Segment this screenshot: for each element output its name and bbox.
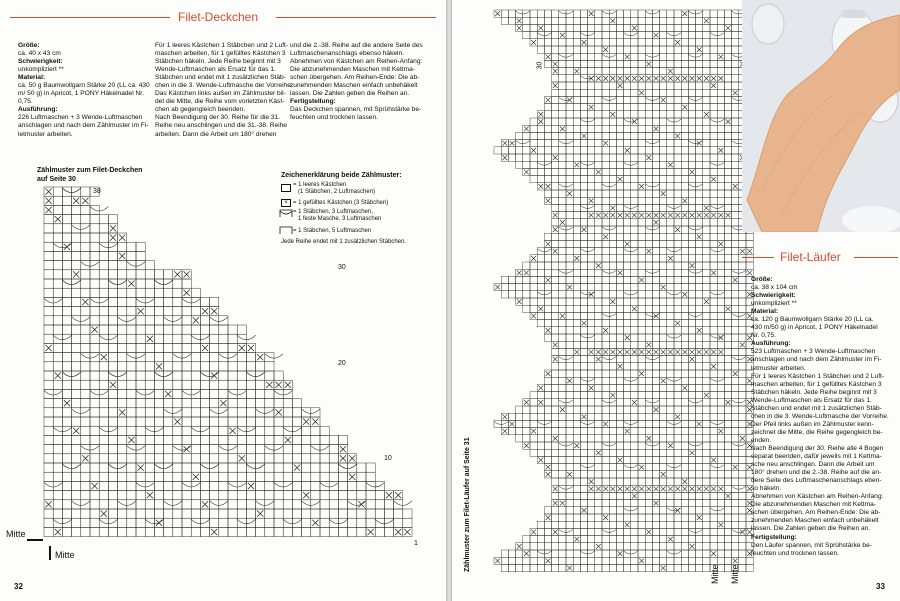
row-label-1: 1 — [414, 540, 418, 547]
text-line: 0,75. — [18, 98, 33, 106]
text-line: Stäbchen und endet mit 1 zusätzlichen Stäb- — [751, 404, 882, 412]
text-line: Abnehmen von Kästchen am Reihen-Anfang: — [290, 58, 423, 66]
instructions-column-1 — [18, 42, 150, 139]
legend-item-arch: = 1 Stäbchen, 3 Luftmaschen, 1 feste Masche, 3 Luftmaschen — [293, 209, 382, 222]
legend-item-bar: = 1 Stäbchen, 5 Luftmaschen — [293, 228, 372, 234]
text-line: zunehmenden Maschen einfach unbehäkelt — [290, 82, 418, 90]
text-line: Nach Beendigung der 30. Reihe alle 4 Bogen — [751, 444, 884, 452]
text-line: Größe: — [751, 276, 773, 283]
text-line: Nach Beendigung der 30. Reihe für die 31. — [155, 114, 281, 122]
text-line: Stäbchen häkeln. Jede Reihe beginnt mit 3 — [155, 58, 281, 66]
title-rule-left — [742, 257, 774, 258]
text-line: arbeiten. Dann die Arbeit um 180° drehen — [155, 130, 277, 138]
text-line: so häkeln. — [751, 485, 782, 493]
page-number: 32 — [14, 582, 23, 591]
text-line: chen in die 3. Wende-Luftmasche der Vorreihe. — [155, 82, 293, 90]
text-line: enden. — [751, 436, 772, 444]
text-line: Für 1 leeres Kästchen 1 Stäbchen und 2 Luft- — [155, 42, 289, 49]
text-line: lassen. Die Zahlen geben die Reihen an. — [751, 525, 871, 533]
text-line: chen ab gegengleich beenden. — [155, 106, 246, 114]
text-line: maschen arbeiten, für 1 gefülltes Kästchen 3 — [751, 380, 882, 388]
text-line: Stäbchen häkeln. Jede Reihe beginnt mit 3 — [751, 388, 877, 396]
text-line: 180° drehen und die 2.-38. Reihe auf die an- — [751, 469, 882, 477]
text-line: letmuster arbeiten. — [751, 364, 806, 372]
text-line: Material: — [751, 308, 779, 316]
chart-caption: Zählmuster zum Filet-Deckchen auf Seite 30 — [37, 167, 143, 183]
text-line: Material: — [18, 74, 46, 82]
crochet-chart-runner — [492, 8, 754, 578]
title-rule-right — [854, 257, 898, 258]
page-number: 33 — [876, 582, 885, 591]
text-line: 226 Luftmaschen + 3 Wende-Luftmaschen — [18, 114, 143, 122]
text-line: Wende-Luftmaschen als Ersatz für das 1. — [751, 396, 872, 404]
text-line: Ausführung: — [751, 340, 791, 348]
row-label-top: 30 — [536, 61, 544, 70]
row-label-20: 20 — [338, 360, 346, 367]
text-line: Reihe neu anschlingen und die 31.-38. Reihe — [155, 122, 287, 130]
text-line: Der Pfeil links außen im Zählmuster kenn- — [751, 420, 874, 428]
text-line: det die Mitte, die Reihe vom vorletzten Käst- — [155, 98, 285, 106]
text-line: anschlagen und nach dem Zählmuster im Fi- — [18, 122, 149, 130]
center-arrow-left — [27, 539, 43, 541]
text-line: ca. 40 x 43 cm — [18, 50, 61, 58]
text-line: Abnehmen von Kästchen am Reihen-Anfang: — [751, 493, 884, 501]
text-line: chen in die 3. Wende-Luftmasche der Vorreihe. — [751, 412, 889, 420]
center-label-left: Mitte — [6, 529, 26, 539]
text-line: ca. 38 x 104 cm — [751, 284, 798, 292]
text-line: ca. 120 g Baumwollgarn Stärke 20 (LL ca. — [751, 316, 874, 324]
legend-note: Jede Reihe endet mit 1 zusätzlichen Stäbchen. — [281, 239, 407, 245]
text-line: zunehmenden Maschen einfach unbehäkelt — [751, 517, 879, 525]
legend-item-filled: = 1 gefülltes Kästchen (3 Stäbchen) — [293, 200, 389, 206]
text-line: feuchten und trocknen lassen. — [751, 549, 839, 557]
text-line: Das Deckchen spannen, mit Sprühstärke be- — [290, 106, 422, 114]
instructions-column — [751, 276, 889, 558]
text-line: sche neu anschlingen. Dann die Arbeit um — [751, 461, 875, 469]
text-line: zeichnet die Mitte, die Reihe gegengleich be- — [751, 428, 883, 436]
empty-box-symbol — [281, 184, 291, 192]
filled-box-symbol: × — [281, 199, 291, 207]
text-line: anschlagen und nach dem Zählmuster im Fi- — [751, 356, 882, 364]
text-line: unkompliziert ** — [751, 300, 797, 308]
text-line: Fertigstellung: — [751, 533, 797, 541]
text-line: Stäbchen und endet mit 1 zusätzlichen Stäb- — [155, 74, 286, 82]
right-page — [452, 0, 900, 601]
text-line: separat beenden, dafür jeweils mit 1 Kettma- — [751, 453, 882, 461]
instructions-column-2 — [155, 42, 293, 139]
text-line: Das Kästchen links außen im Zählmuster bil- — [155, 90, 286, 98]
text-line: dere Seite des Luftmaschenanschlags eben- — [751, 477, 882, 485]
text-line: schen übergehen. Am Reihen-Ende: Die ab- — [290, 74, 420, 82]
legend-item-empty: = 1 leeres Kästchen (1 Stäbchen, 2 Luftmaschen) — [293, 182, 376, 195]
text-line: feuchten und trocknen lassen. — [290, 114, 378, 122]
text-line: lassen. Die Zahlen geben die Reihen an. — [290, 90, 410, 98]
center-label-2: Mitte — [730, 564, 740, 584]
text-line: ca. 50 g Baumwollgarn Stärke 20 (LL ca. 430 — [18, 82, 150, 90]
page-title: Filet-Läufer — [780, 250, 841, 264]
page-title: Filet-Deckchen — [178, 10, 259, 24]
row-label-10: 10 — [384, 455, 392, 462]
center-label-bottom: Mitte — [55, 550, 75, 560]
text-line: Wende-Luftmaschen als Ersatz für das 1. — [155, 66, 276, 74]
instructions-column-3 — [290, 42, 423, 122]
text-line: Schwierigkeit: — [751, 292, 796, 300]
text-line: 523 Luftmaschen + 3 Wende-Luftmaschen — [751, 348, 876, 356]
text-line: m/ 50 g) in Apricot, 1 PONY Häkelnadel Nr. — [18, 90, 144, 98]
text-line: Die abzunehmenden Maschen mit Kettma- — [290, 66, 415, 74]
bar-symbol — [279, 226, 293, 234]
runner-photo — [742, 0, 900, 232]
text-line: Fertigstellung: — [290, 98, 336, 106]
title-rule-right — [276, 17, 436, 18]
arch-symbol — [279, 208, 293, 218]
text-line: Schwierigkeit: — [18, 58, 63, 66]
text-line: schen übergehen. Am Reihen-Ende: Die ab- — [751, 509, 881, 517]
legend-title: Zeichenerklärung beide Zählmuster: — [281, 172, 402, 179]
text-line: Die abzunehmenden Maschen mit Kettma- — [751, 501, 876, 509]
text-line: Ausführung: — [18, 106, 58, 114]
text-line: Luftmaschenanschlags ebenso häkeln. — [290, 50, 405, 58]
left-page — [0, 0, 446, 601]
chart-caption-rotated: Zählmuster zum Filet-Läufer auf Seite 31 — [464, 437, 471, 572]
text-line: 430 m/50 g) in Apricot, 1 PONY Häkelnadel — [751, 324, 878, 332]
text-line: unkompliziert ** — [18, 66, 64, 74]
center-label-1: Mitte — [710, 564, 720, 584]
text-line: Für 1 leeres Kästchen 1 Stäbchen und 2 Luft- — [751, 372, 885, 380]
text-line: Nr. 0,75. — [751, 332, 776, 340]
text-line: maschen arbeiten, für 1 gefülltes Kästchen 3 — [155, 50, 286, 58]
row-label-30: 30 — [338, 264, 346, 271]
title-rule-left — [10, 17, 170, 18]
text-line: und die 2.-38. Reihe auf die andere Seite des — [290, 42, 423, 49]
row-label-38: 38 — [93, 188, 101, 195]
center-arrow-bottom — [49, 546, 51, 560]
text-line: Größe: — [18, 42, 40, 49]
text-line: Den Läufer spannen, mit Sprühstärke be- — [751, 541, 872, 549]
text-line: letmuster arbeiten. — [18, 130, 73, 138]
